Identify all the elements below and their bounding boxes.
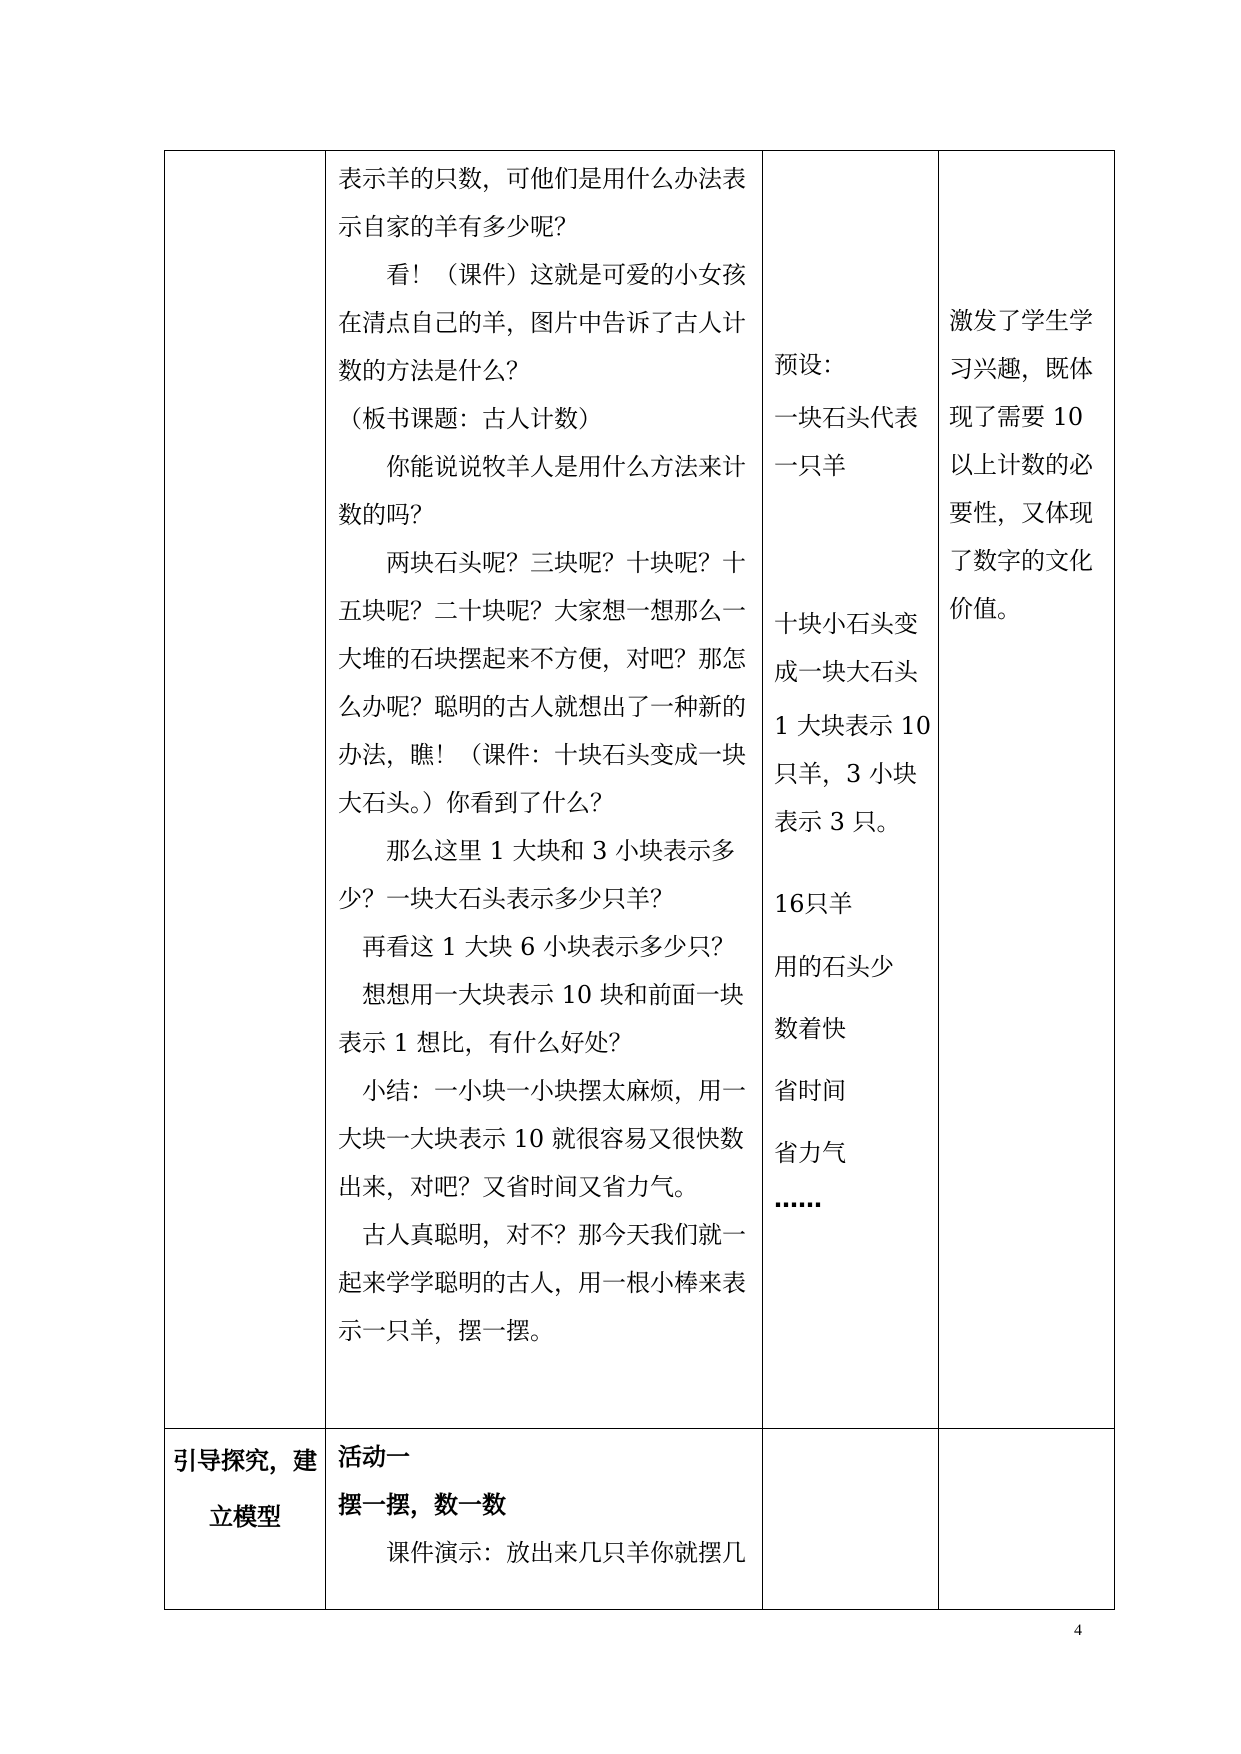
- student-answer: 省时间: [774, 1077, 846, 1105]
- teacher-paragraph: 再看这 1 大块 6 小块表示多少只？: [362, 933, 736, 961]
- page-number: 4: [1074, 1622, 1082, 1639]
- stage-cell: [165, 1429, 326, 1610]
- stage-label: 引导探究，建立模型: [173, 1447, 317, 1531]
- table-row: [165, 151, 1115, 1429]
- student-answer: ……: [774, 1185, 822, 1213]
- student-answer: 省力气: [774, 1139, 846, 1167]
- teacher-activity-cell: [326, 151, 763, 1429]
- teacher-activity-cell: [326, 1429, 763, 1610]
- table-row: [165, 1429, 1115, 1610]
- teacher-paragraph: 两块石头呢？三块呢？十块呢？十五块呢？二十块呢？大家想一想那么一大堆的石块摆起来不方便，对吧？那怎么办呢？聪明的古人就想出了一种新的办法，瞧！（课件：十块石头变成一块大石头。）你看到了什么？: [338, 549, 746, 817]
- teacher-paragraph: 古人真聪明，对不？那今天我们就一起来学学聪明的古人，用一根小棒来表示一只羊，摆一摆。: [338, 1221, 746, 1345]
- teacher-paragraph: 小结：一小块一小块摆太麻烦，用一大块一大块表示 10 就很容易又很快数出来，对吧？又省时间又省力气。: [338, 1077, 746, 1201]
- teacher-paragraph: 表示羊的只数，可他们是用什么办法表示自家的羊有多少呢？: [338, 165, 746, 241]
- activity-title: 活动一: [338, 1443, 410, 1471]
- design-intent-cell: [939, 1429, 1115, 1610]
- design-intent-cell: [939, 151, 1115, 1429]
- stage-cell-empty: [165, 151, 326, 1429]
- student-activity-cell: [763, 1429, 939, 1610]
- teacher-paragraph: 看！（课件）这就是可爱的小女孩在清点自己的羊，图片中告诉了古人计数的方法是什么？: [338, 261, 746, 385]
- design-intent-text: 激发了学生学习兴趣，既体现了需要 10 以上计数的必要性，又体现了数字的文化价值。: [949, 307, 1093, 623]
- teacher-paragraph: 想想用一大块表示 10 块和前面一块表示 1 想比，有什么好处？: [338, 981, 744, 1057]
- teacher-paragraph: 课件演示：放出来几只羊你就摆几: [386, 1539, 746, 1567]
- student-answer: 16只羊: [774, 890, 853, 918]
- activity-subtitle: 摆一摆，数一数: [338, 1491, 506, 1519]
- lesson-plan-table: [164, 150, 1115, 1610]
- student-answer: 1 大块表示 10 只羊，3 小块表示 3 只。: [774, 712, 932, 836]
- student-answer: 十块小石头变成一块大石头: [774, 610, 918, 686]
- teacher-paragraph: 你能说说牧羊人是用什么方法来计数的吗？: [338, 453, 746, 529]
- student-activity-cell: [763, 151, 939, 1429]
- student-answer: 数着快: [774, 1015, 846, 1043]
- teacher-paragraph: （板书课题：古人计数）: [338, 405, 602, 433]
- preset-label: 预设：: [774, 351, 846, 379]
- student-answer: 用的石头少: [774, 953, 894, 981]
- teacher-paragraph: 那么这里 1 大块和 3 小块表示多少？一块大石头表示多少只羊？: [338, 837, 736, 913]
- student-answer: 一块石头代表一只羊: [774, 404, 918, 480]
